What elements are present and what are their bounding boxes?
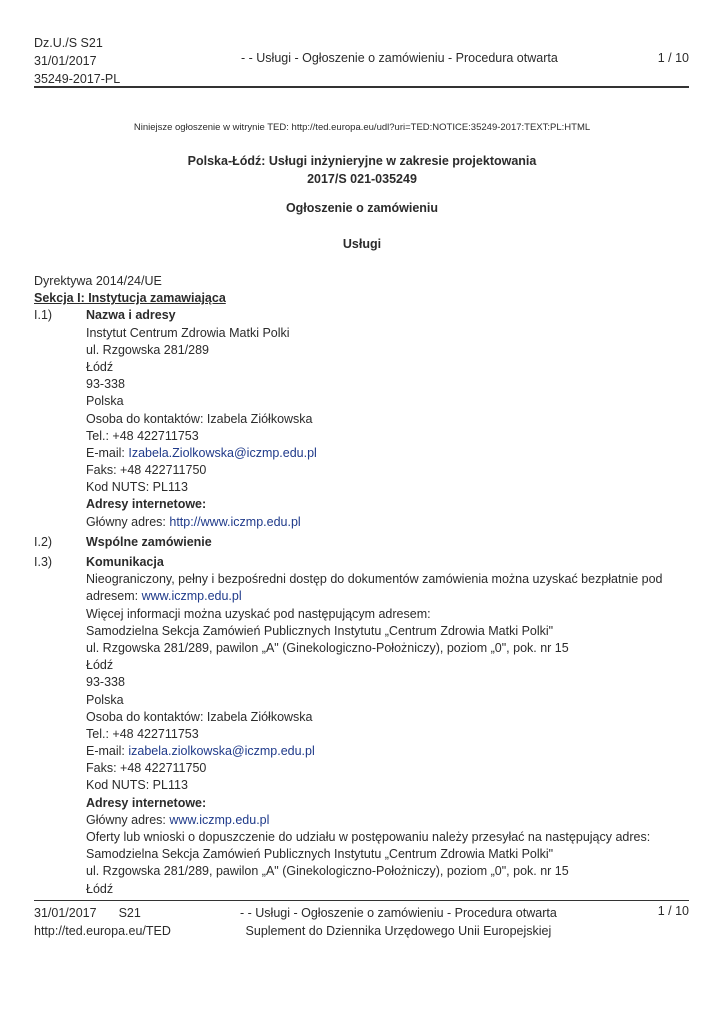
document-body <box>34 273 689 898</box>
section-i3 <box>34 554 689 898</box>
access-address-row <box>86 588 689 605</box>
section-number: I.3) <box>34 555 53 569</box>
fax: Faks: +48 422711750 <box>86 463 207 478</box>
contact-person: Osoba do kontaktów: Izabela Ziółkowska <box>86 709 313 724</box>
country: Polska <box>86 394 124 409</box>
footer-center <box>240 904 557 940</box>
notice-title <box>0 152 724 188</box>
email-row <box>86 445 689 462</box>
section-i2 <box>34 534 689 551</box>
section-number: I.2) <box>34 534 53 549</box>
access-text: Nieograniczony, pełny i bezpośredni dostęp do dokumentów zamówienia można uzyskać bezpłatnie pod <box>86 572 663 587</box>
city: Łódź <box>86 359 114 374</box>
subtitle-category: Usługi <box>342 237 382 251</box>
fax: Faks: +48 422711750 <box>86 761 207 776</box>
telephone: Tel.: +48 422711753 <box>86 726 199 741</box>
title-line-2: 2017/S 021-035249 <box>307 172 417 186</box>
access-link[interactable]: www.iczmp.edu.pl <box>141 589 242 604</box>
city: Łódź <box>86 658 114 673</box>
section-heading: Wspólne zamówienie <box>86 534 212 549</box>
offers-text: Oferty lub wnioski o dopuszczenie do udziału w postępowaniu należy przesyłać na następujący adres: <box>86 830 651 844</box>
notice-id: 35249-2017-PL <box>34 72 121 86</box>
email-label: E-mail: <box>86 445 129 460</box>
country: Polska <box>86 692 124 707</box>
web-addresses-heading: Adresy internetowe: <box>86 497 207 512</box>
header-center: - - Usługi - Ogłoszenie o zamówieniu - Procedura otwarta <box>241 51 558 65</box>
access-label: adresem: <box>86 589 142 604</box>
ted-notice-line: Niniejsze ogłoszenie w witrynie TED: http://ted.europa.eu/udl?uri=TED:NOTICE:35249-2017:TEXT:PL:HTML <box>133 122 591 133</box>
offers-org-name: Samodzielna Sekcja Zamówień Publicznych Instytutu „Centrum Zdrowia Matki Polki" <box>86 847 554 862</box>
section-heading: Nazwa i adresy <box>86 308 176 323</box>
more-info: Więcej informacji można uzyskać pod następującym adresem: <box>86 606 431 621</box>
main-address-label: Główny adres: <box>86 514 170 529</box>
footer-page-number: 1 / 10 <box>657 904 689 918</box>
main-address-label: Główny adres: <box>86 812 170 827</box>
footer-date: 31/01/2017 <box>34 906 97 920</box>
telephone: Tel.: +48 422711753 <box>86 428 199 443</box>
footer-center-line-2: Suplement do Dziennika Urzędowego Unii Europejskiej <box>245 924 552 938</box>
email-row <box>86 743 689 760</box>
email-link[interactable]: Izabela.Ziolkowska@iczmp.edu.pl <box>128 445 317 460</box>
footer-date-row <box>34 904 171 922</box>
directive: Dyrektywa 2014/24/UE <box>34 274 162 288</box>
section-i1 <box>34 307 689 530</box>
header-page-number: 1 / 10 <box>657 51 689 65</box>
offers-street: ul. Rzgowska 281/289, pawilon „A" (Ginekologiczno-Położniczy), poziom „0", pok. nr 15 <box>86 864 569 879</box>
street: ul. Rzgowska 281/289, pawilon „A" (Ginekologiczno-Położniczy), poziom „0", pok. nr 15 <box>86 640 569 655</box>
email-link[interactable]: izabela.ziolkowska@iczmp.edu.pl <box>128 744 315 759</box>
postcode: 93-338 <box>86 377 125 392</box>
section-title: Sekcja I: Instytucja zamawiająca <box>34 291 226 306</box>
footer-center-line-1: - - Usługi - Ogłoszenie o zamówieniu - Procedura otwarta <box>240 906 557 920</box>
header-rule <box>34 86 689 88</box>
footer-rule <box>34 900 689 901</box>
offers-city: Łódź <box>86 881 114 896</box>
footer-left <box>34 904 171 940</box>
postcode: 93-338 <box>86 675 125 690</box>
subtitle-notice-type: Ogłoszenie o zamówieniu <box>285 201 439 215</box>
main-address-row <box>86 514 689 531</box>
title-line-1: Polska-Łódź: Usługi inżynieryjne w zakresie projektowania <box>187 154 537 168</box>
nuts-code: Kod NUTS: PL113 <box>86 778 188 793</box>
main-address-link[interactable]: www.iczmp.edu.pl <box>169 812 270 827</box>
nuts-code: Kod NUTS: PL113 <box>86 480 188 495</box>
main-address-row <box>86 812 689 829</box>
doc-ref: Dz.U./S S21 <box>34 36 103 50</box>
section-heading: Komunikacja <box>86 555 164 569</box>
contact-person: Osoba do kontaktów: Izabela Ziółkowska <box>86 411 313 426</box>
footer-url: http://ted.europa.eu/TED <box>34 924 171 938</box>
section-number: I.1) <box>34 308 53 323</box>
header-left <box>34 34 120 88</box>
org-name: Samodzielna Sekcja Zamówień Publicznych Instytutu „Centrum Zdrowia Matki Polki" <box>86 623 554 638</box>
email-label: E-mail: <box>86 744 129 759</box>
footer-series: S21 <box>118 906 141 920</box>
header-date: 31/01/2017 <box>34 54 97 68</box>
street: ul. Rzgowska 281/289 <box>86 342 209 357</box>
web-addresses-heading: Adresy internetowe: <box>86 795 207 810</box>
org-name: Instytut Centrum Zdrowia Matki Polki <box>86 325 290 340</box>
main-address-link[interactable]: http://www.iczmp.edu.pl <box>169 514 301 529</box>
